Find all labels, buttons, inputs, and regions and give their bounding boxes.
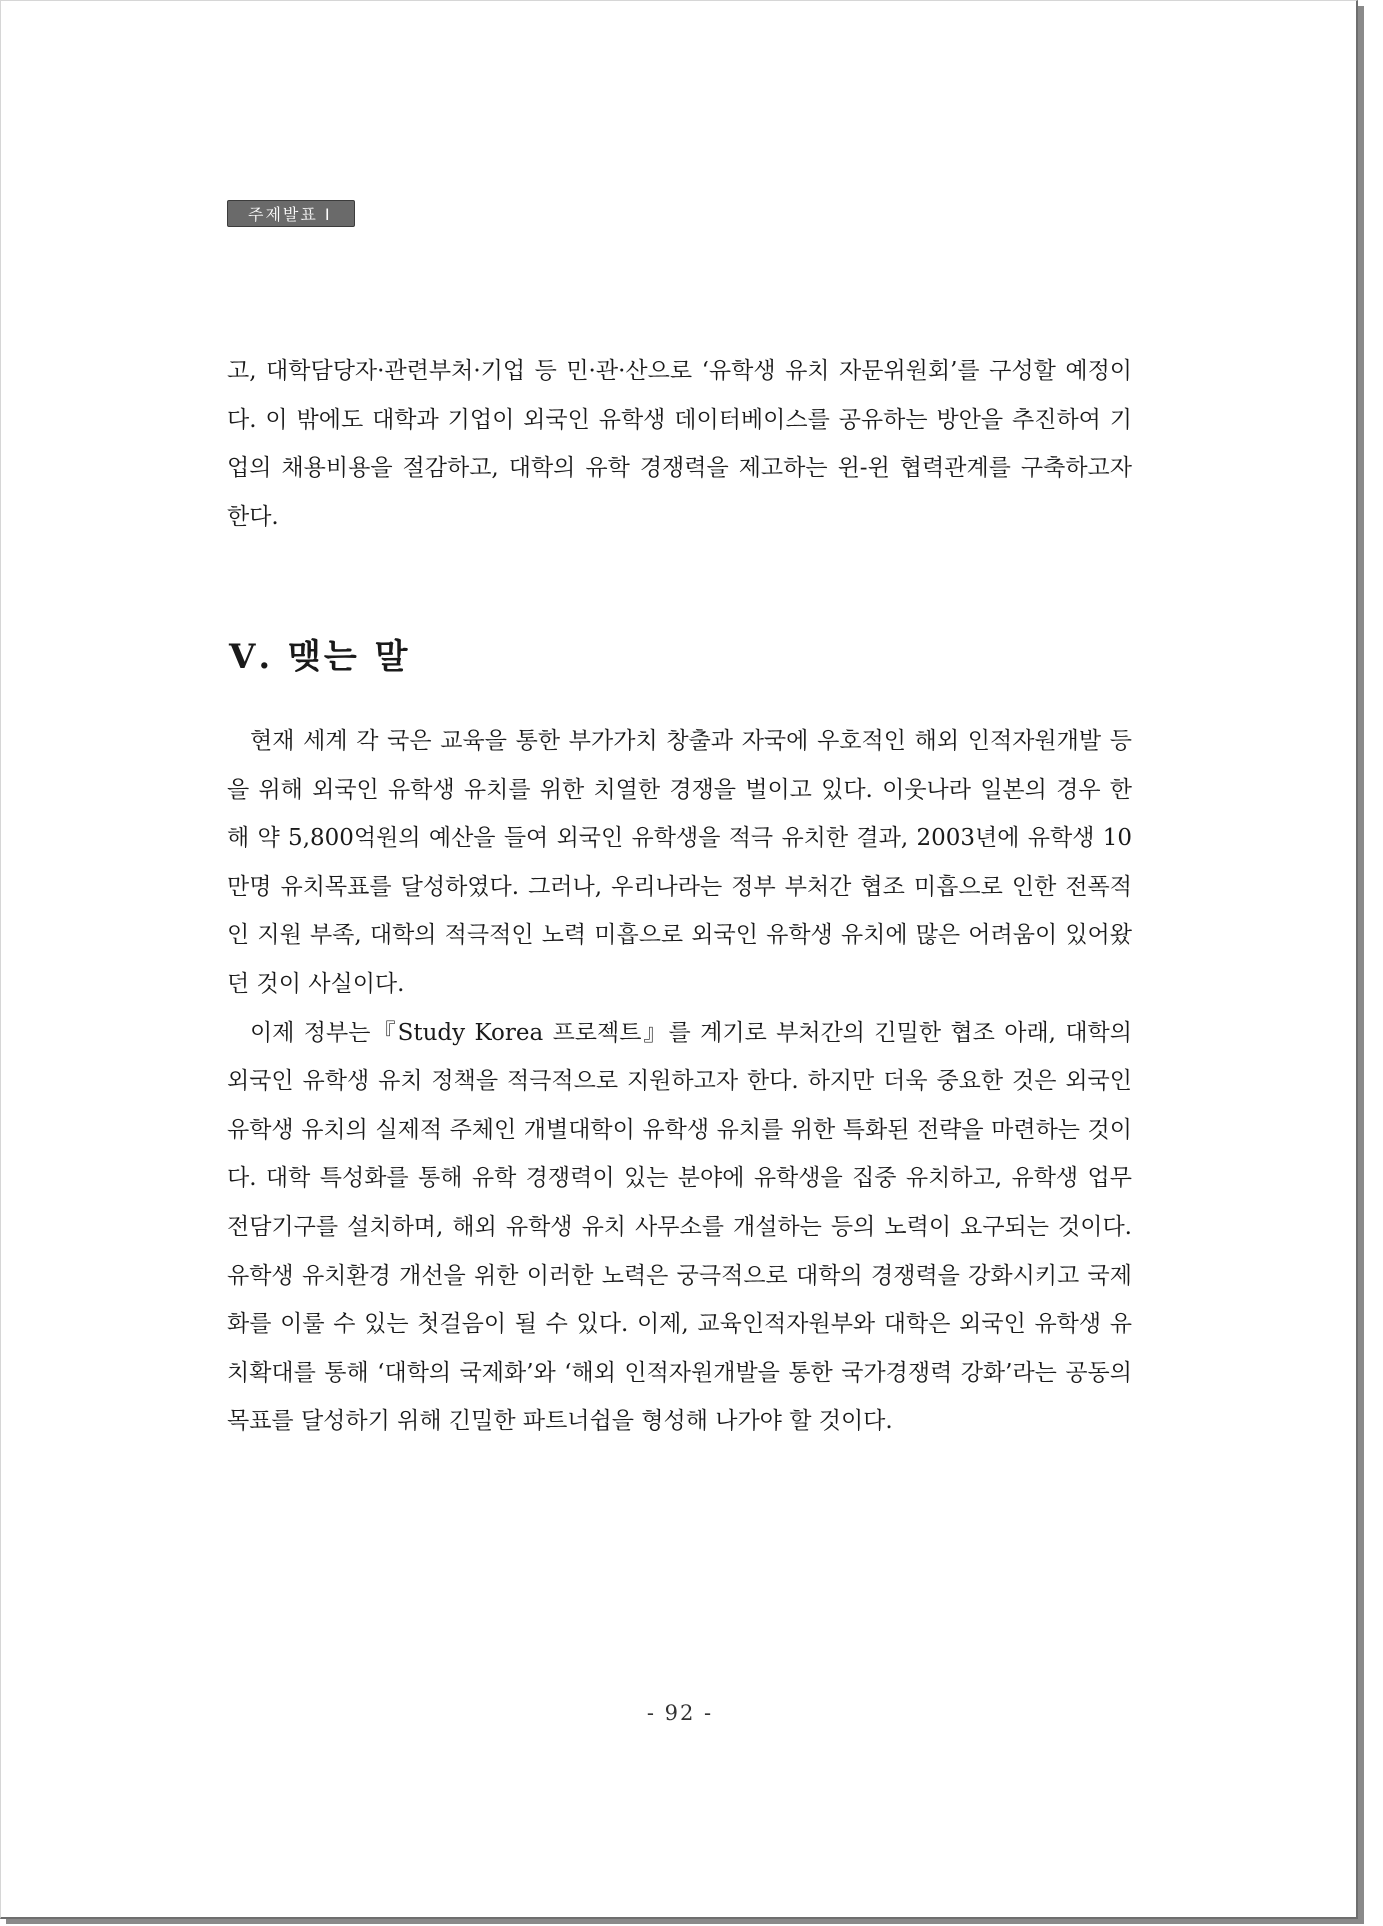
- body-paragraph-2: 이제 정부는『Study Korea 프로젝트』를 계기로 부처간의 긴밀한 협조 아래, 대학의 외국인 유학생 유치 정책을 적극적으로 지원하고자 한다. 하지만 더욱 중요한 것은 외국인 유학생 유치의 실제적 주체인 개별대학이 유학생 유치를 위한 특화된 전략을 마련하는 것이다. 대학 특성화를 통해 유학 경쟁력이 있는 분야에 유학생을 집중 유치하고, 유학생 업무 전담기구를 설치하며, 해외 유학생 유치 사무소를 개설하는 등의 노력이 요구되는 것이다. 유학생 유치환경 개선을 위한 이러한 노력은 궁극적으로 대학의 경쟁력을 강화시키고 국제화를 이룰 수 있는 첫걸음이 될 수 있다. 이제, 교육인적자원부와 대학은 외국인 유학생 유치확대를 통해 ‘대학의 국제화’와 ‘해외 인적자원개발을 통한 국가경쟁력 강화’라는 공동의 목표를 달성하기 위해 긴밀한 파트너쉽을 형성해 나가야 할 것이다.: [227, 1019, 1132, 1435]
- section-tag: 주제발표 I: [227, 200, 355, 227]
- intro-paragraph: 고, 대학담당자·관련부처·기업 등 민·관·산으로 ‘유학생 유치 자문위원회’를 구성할 예정이다. 이 밖에도 대학과 기업이 외국인 유학생 데이터베이스를 공유하는 방안을 추진하여 기업의 채용비용을 절감하고, 대학의 유학 경쟁력을 제고하는 윈-윈 협력관계를 구축하고자 한다.: [227, 358, 1132, 530]
- body-paragraph-1: 현재 세계 각 국은 교육을 통한 부가가치 창출과 자국에 우호적인 해외 인적자원개발 등을 위해 외국인 유학생 유치를 위한 치열한 경쟁을 벌이고 있다. 이웃나라 일본의 경우 한 해 약 5,800억원의 예산을 들여 외국인 유학생을 적극 유치한 결과, 2003년에 유학생 10만명 유치목표를 달성하였다. 그러나, 우리나라는 정부 부처간 협조 미흡으로 인한 전폭적인 지원 부족, 대학의 적극적인 노력 미흡으로 외국인 유학생 유치에 많은 어려움이 있어왔던 것이 사실이다.: [227, 728, 1132, 997]
- conclusion-text-block: [227, 717, 1132, 1446]
- page-number: - 92 -: [646, 1701, 714, 1725]
- intro-text-block: [227, 347, 1132, 541]
- page-shadow-right: [1358, 6, 1364, 1922]
- page-shadow-bottom: [6, 1919, 1364, 1924]
- section-heading: Ⅴ. 맺는 말: [229, 637, 411, 677]
